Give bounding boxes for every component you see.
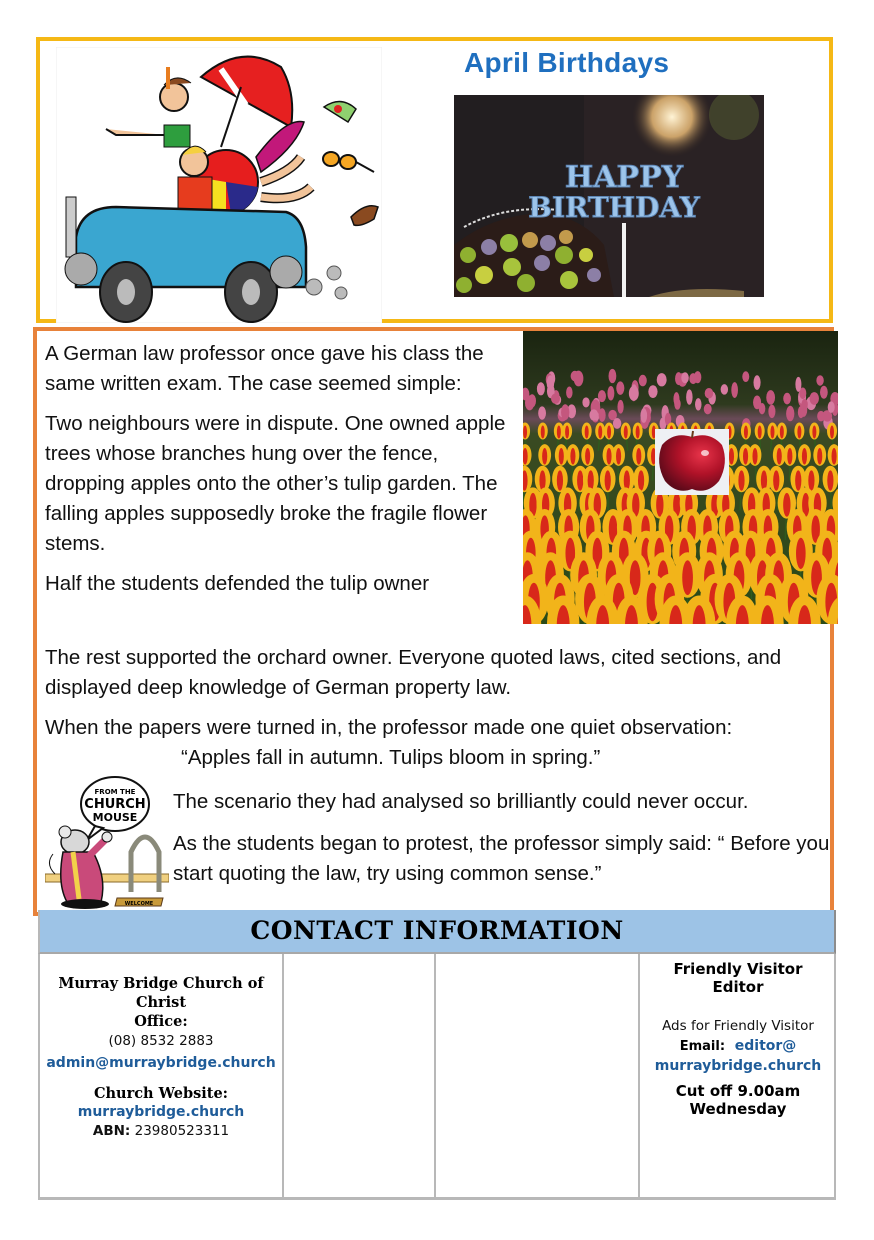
pink-tulip [582,397,589,407]
pink-tulip [616,381,624,394]
tulip-red-stripe [783,493,790,517]
pink-tulip [613,418,621,429]
empty-cell [284,954,434,1197]
office-phone: (08) 8532 2883 [108,1033,214,1049]
pink-tulip [753,396,761,410]
story-section [33,327,834,916]
pink-tulip [598,390,606,402]
story-paragraph: Half the students defended the tulip owner [45,572,430,595]
story-conclusion [173,787,833,889]
pink-tulip [810,392,819,405]
tulip-red-stripe [758,426,762,439]
bubble-line-2: CHURCH [84,797,146,812]
pink-tulip [617,400,623,414]
birthday-text: BIRTHDAY [528,191,700,224]
tulip-red-stripe [605,470,611,490]
pink-tulip [754,375,761,390]
website-link[interactable]: murraybridge.church [77,1104,245,1120]
story-intro [45,339,515,599]
tulip-red-stripe [636,426,640,439]
story-paragraph: Two neighbours were in dispute. One owned apple trees whose branches hung over the fence, dropping apples onto the other’s tulip garden. The falling apples supposedly broke the fragile flower stems. [45,412,506,555]
tulip-red-stripe [577,470,583,490]
contact-heading: CONTACT INFORMATION [250,916,624,945]
pink-tulip [742,371,749,382]
church-mouse-illustration [45,774,169,910]
story-paragraph: When the papers were turned in, the professor made one quiet observation: [45,716,733,739]
email-label: Email: [679,1039,726,1054]
abn-label: ABN: [92,1123,131,1139]
tulip-red-stripe [817,448,822,465]
tulip-red-stripe [832,448,837,465]
pink-tulip [800,402,807,416]
tulip-red-stripe [752,448,757,465]
professor-quote: “Apples fall in autumn. Tulips bloom in spring.” [181,746,601,769]
pink-tulip [681,372,689,383]
contact-grid [38,954,836,1200]
pink-tulip [686,389,692,404]
tulip-red-stripe [585,426,589,439]
office-label: Office: [134,1013,188,1030]
cutoff-time: Cut off 9.00am Wednesday [675,1082,801,1118]
pink-tulip [768,405,775,419]
ads-label: Ads for Friendly Visitor [662,1018,814,1034]
pink-tulip [673,392,679,406]
tulip-red-stripe [557,426,561,439]
happy-birthday-photo [454,95,764,297]
tulip-red-stripe [795,470,801,490]
story-paragraph: The scenario they had analysed so brilliantly could never occur. [173,790,749,813]
pink-tulip [538,406,546,419]
pink-tulip [704,404,712,415]
tulip-red-stripe [585,448,590,465]
pink-tulip [695,398,701,410]
tulip-red-stripe [598,426,602,439]
pink-tulip [607,386,614,400]
pink-tulip [528,394,536,407]
contact-information [38,910,836,1200]
pink-tulip [675,372,682,385]
tulip-red-stripe [770,426,774,439]
editor-contact-cell [640,954,836,1197]
pink-tulip [766,390,775,405]
happy-text: HAPPY [564,160,684,195]
bubble-line-3: MOUSE [92,811,138,824]
tulip-red-stripe [812,426,816,439]
tulip-red-stripe [559,448,564,465]
birthdays-section [36,37,833,323]
tulip-field-photo [523,331,838,624]
pink-tulip [609,369,617,383]
tulip-red-stripe [624,426,628,439]
tulip-red-stripe [744,426,748,439]
pink-tulip [795,377,801,392]
tulip-red-stripe [557,470,563,490]
tulip-red-stripe [738,470,744,490]
pink-tulip [648,385,657,398]
church-name: Murray Bridge Church of Christ [58,975,264,1011]
pink-tulip [561,404,569,420]
tulip-red-stripe [541,426,545,439]
tulip-red-stripe [616,448,621,465]
story-paragraph: As the students began to protest, the professor simply said: “ Before you start quoting the law, try using common sense.” [173,832,830,885]
pink-tulip [657,373,667,386]
story-paragraph: The rest supported the orchard owner. Everyone quoted laws, cited sections, and displayed deep knowledge of German property law. [45,646,782,699]
welcome-mat-text: WELCOME [124,901,154,907]
tulip-red-stripe [606,448,611,465]
pink-tulip [589,409,598,420]
tulip-red-stripe [796,538,806,569]
story-body [45,643,835,773]
pink-tulip [721,384,728,394]
contact-header [38,910,836,954]
pink-tulip [731,382,738,398]
tulip-red-stripe [636,448,641,465]
empty-cell [436,954,638,1197]
pink-tulip [639,375,647,386]
tulip-red-stripe [773,470,779,490]
tulip-red-stripe [777,448,782,465]
pink-tulip [689,373,697,384]
tulip-red-stripe [729,448,734,465]
tulip-red-stripe [638,470,644,490]
tulip-red-stripe [523,426,527,439]
holiday-car-illustration [56,47,382,323]
tulip-red-stripe [542,448,547,465]
tulip-red-stripe [802,448,807,465]
tulip-red-stripe [787,448,792,465]
tulip-red-stripe [797,426,801,439]
tulip-red-stripe [565,426,569,439]
tulip-red-stripe [607,426,611,439]
story-paragraph: A German law professor once gave his class the same written exam. The case seemed simple: [45,342,484,395]
editor-email-link-part1[interactable]: editor@ [734,1038,797,1054]
tulip-red-stripe [682,560,693,595]
tulip-red-stripe [780,426,784,439]
editor-email-link-part2[interactable]: murraybridge.church [654,1058,822,1074]
tulip-red-stripe [570,448,575,465]
birthdays-title: April Birthdays [464,47,670,78]
pink-tulip [828,401,835,412]
pink-tulip [820,386,828,399]
tulip-red-stripe [830,426,834,439]
bubble-line-1: FROM THE [94,788,136,796]
abn-value: 23980523311 [134,1123,230,1139]
tulip-red-stripe [808,470,814,490]
pink-tulip [705,388,714,399]
pink-tulip [640,408,647,423]
pink-tulip [551,393,560,403]
website-label: Church Website: [93,1085,229,1102]
apple-photo [655,429,729,495]
pink-tulip [537,382,545,395]
pink-tulip [599,408,606,422]
church-contact-cell [40,954,282,1197]
pink-tulip [786,406,794,421]
editor-title: Friendly Visitor Editor [673,960,803,996]
pink-tulip [571,371,579,382]
pink-tulip [816,375,823,385]
pink-tulip [783,393,791,405]
tulip-red-stripe [743,448,748,465]
pink-tulip [629,386,639,401]
tulip-red-stripe [827,470,833,490]
pink-tulip [566,386,572,398]
office-email-link[interactable]: admin@murraybridge.church [46,1055,276,1071]
